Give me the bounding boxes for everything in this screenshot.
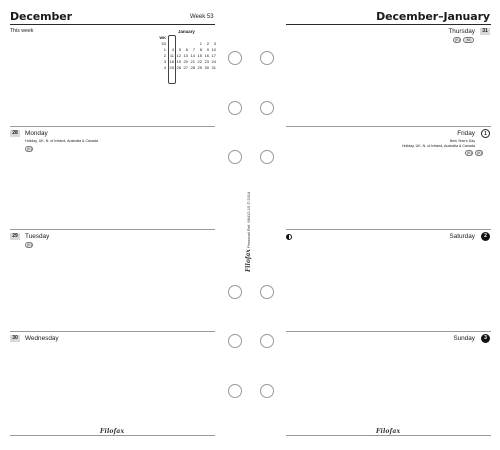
calendar-day: 2 [206,41,209,46]
mini-calendar [158,35,216,71]
day-number-thursday: 31 [480,28,490,35]
calendar-day: 12 [176,53,181,58]
calendar-day: 21 [190,59,195,64]
left-footer-brand: Filofax [100,428,125,435]
binder-hole [228,334,242,348]
calendar-monday-highlight [168,35,176,84]
badge-thursday-2: (NI) [463,37,474,43]
calendar-day: 1 [199,41,202,46]
calendar-day: 10 [211,47,216,52]
day-number-tuesday: 29 [10,233,20,240]
right-rule-1 [286,126,491,127]
binder-hole [228,285,242,299]
calendar-day: 11 [169,53,174,58]
calendar-day: 15 [197,53,202,58]
day-name-tuesday: Tuesday [25,233,50,240]
right-month-title: December–January [376,10,490,23]
calendar-week-row [158,65,216,71]
badge-thursday-1: (K) [455,38,460,42]
binder-hole [228,51,242,65]
binder-hole [228,101,242,115]
spine-imprint [245,192,252,272]
binder-hole [260,384,274,398]
calendar-week-number: WK [159,35,166,40]
day-number-friday: 1 [481,129,490,138]
calendar-day: 9 [206,47,209,52]
monday-holiday-note: Holiday, UK, N. of Ireland, Australia & Canada [25,139,99,143]
calendar-day: 23 [204,59,209,64]
right-footer-rule [286,435,491,436]
calendar-day: 20 [183,59,188,64]
calendar-day: 6 [185,47,188,52]
day-number-sunday: 3 [481,334,490,343]
badge-friday-2: (K) [477,151,482,155]
friday-holiday-note: Holiday, UK, N. of Ireland, Australia & Canada [401,144,475,148]
spine-brand: Filofax [245,249,252,272]
binder-hole [260,51,274,65]
calendar-day: 22 [197,59,202,64]
calendar-day: 19 [176,59,181,64]
binder-hole [228,150,242,164]
day-name-friday: Friday [457,130,475,137]
calendar-day: 13 [183,53,188,58]
day-name-saturday: Saturday [449,233,475,240]
left-header-rule [10,24,215,25]
week-number: Week 53 [190,14,214,20]
left-footer-rule [10,435,215,436]
binder-hole [260,101,274,115]
calendar-day: 4 [171,47,174,52]
calendar-week-number: 1 [163,47,166,52]
day-name-thursday: Thursday [448,28,475,35]
calendar-day: 26 [176,65,181,70]
right-rule-3 [286,331,491,332]
calendar-day: 25 [169,65,174,70]
calendar-day: 30 [204,65,209,70]
friday-holiday-name: New Year's Day [449,139,475,143]
calendar-day: 8 [199,47,202,52]
calendar-day: 5 [178,47,181,52]
calendar-day: 7 [192,47,195,52]
moon-phase-icon [286,234,292,240]
left-rule-2 [10,229,215,230]
calendar-week-number: 53 [161,41,166,46]
calendar-day: 18 [169,59,174,64]
left-rule-1 [10,126,215,127]
calendar-day: 17 [211,53,216,58]
right-rule-2 [286,229,491,230]
calendar-day: 28 [190,65,195,70]
calendar-day: 14 [190,53,195,58]
day-number-wednesday: 30 [10,335,20,342]
right-footer-brand: Filofax [376,428,401,435]
day-name-monday: Monday [25,130,48,137]
calendar-day: 31 [211,65,216,70]
mini-calendar-title: January [178,29,195,34]
left-month-title: December [10,10,72,23]
calendar-week-number: 3 [163,59,166,64]
badge-friday-1: (K) [467,151,472,155]
calendar-day: 27 [183,65,188,70]
binder-hole [260,334,274,348]
day-name-sunday: Sunday [453,335,475,342]
right-header-rule [286,24,491,25]
binder-hole [260,285,274,299]
binder-hole [228,384,242,398]
day-number-monday: 28 [10,130,20,137]
calendar-day: 29 [197,65,202,70]
calendar-day: 24 [211,59,216,64]
calendar-week-number: 2 [163,53,166,58]
moon-badge-tuesday: (K) [27,243,32,247]
spine-reference: Personal Ref. 68412-15 © 2014 [246,191,251,248]
calendar-day: 16 [204,53,209,58]
day-name-wednesday: Wednesday [25,335,59,342]
left-rule-3 [10,331,215,332]
calendar-day: 3 [213,41,216,46]
binder-hole [260,150,274,164]
day-number-saturday: 2 [481,232,490,241]
this-week-label: This week [10,28,34,34]
moon-badge-monday: (K) [27,147,32,151]
calendar-week-number: 4 [163,65,166,70]
